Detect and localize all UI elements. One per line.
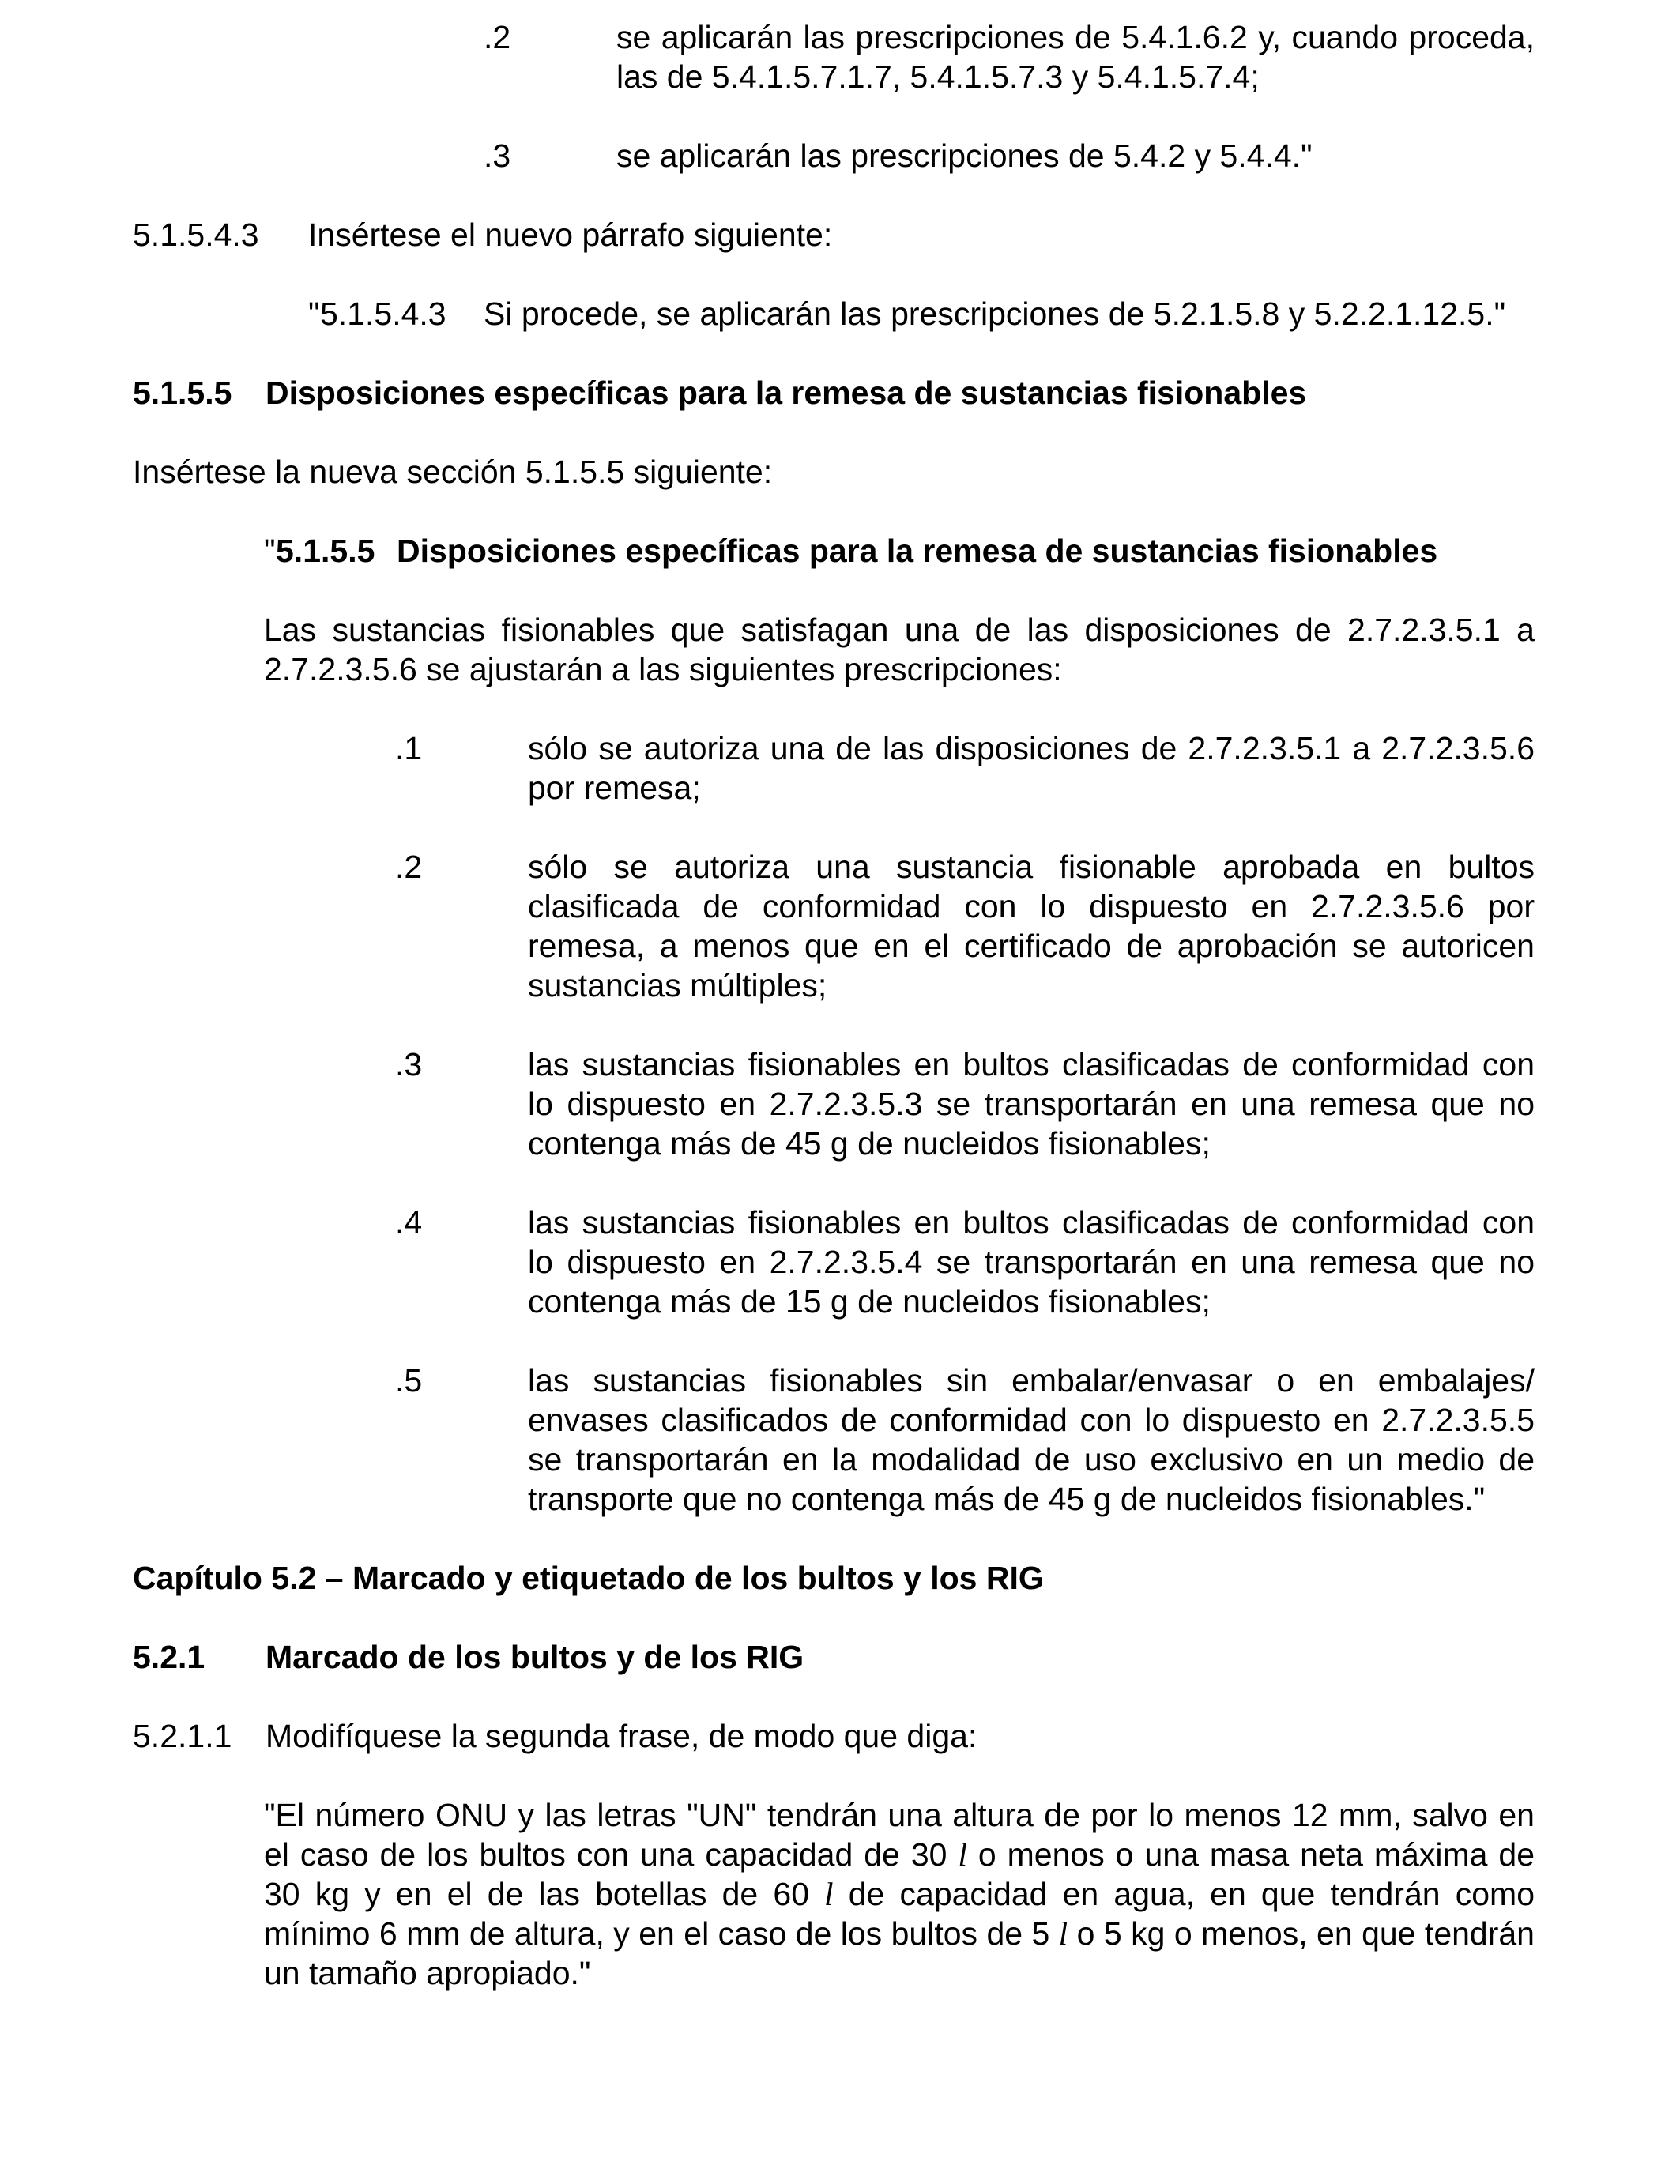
quote-number: 5.1.5.4.3 bbox=[320, 296, 446, 332]
item-text: las sustancias fisionables en bultos clasificadas de conformidad con lo dispuesto en 2.7.2.3.5.3 se transportarán en una remesa que no contenga más de 45 g de nucleidos fisionables; bbox=[528, 1046, 1535, 1162]
chapter-heading: Capítulo 5.2 – Marcado y etiquetado de los bultos y los RIG bbox=[133, 1560, 1044, 1596]
quote-text: o 5 kg o menos, en que tendrán un tamaño apropiado." bbox=[264, 1915, 1535, 1991]
litre-symbol: l bbox=[824, 1876, 834, 1912]
litre-symbol: l bbox=[1058, 1915, 1068, 1952]
quote-text: o menos o una masa neta máxima de 30 kg y en el de las botellas de 60 bbox=[264, 1836, 1535, 1912]
quote-text: de capacidad en agua, en que tendrán como mínimo 6 mm de altura, y en el caso de los bultos de 5 bbox=[264, 1876, 1535, 1952]
section-instruction: Insértese el nuevo párrafo siguiente: bbox=[308, 217, 833, 253]
section-title: Disposiciones específicas para la remesa de sustancias fisionables bbox=[266, 375, 1307, 411]
section-instruction: Insértese la nueva sección 5.1.5.5 siguiente: bbox=[133, 454, 773, 490]
item-number: .2 bbox=[395, 849, 423, 885]
quote-text: Si procede, se aplicarán las prescripciones de 5.2.1.5.8 y 5.2.2.1.12.5." bbox=[484, 296, 1506, 332]
intro-paragraph: Las sustancias fisionables que satisfagan una de las disposiciones de 2.7.2.3.5.1 a 2.7.2.3.5.6 se ajustarán a las siguientes prescripciones: bbox=[264, 612, 1535, 687]
item-number: .4 bbox=[395, 1204, 423, 1241]
item-text: las sustancias fisionables sin embalar/envasar o en embalajes/ envases clasificados de conformidad con lo dispuesto en 2.7.2.3.5.5 se transportarán en la modalidad de uso exclusivo en un medio de transporte que no contenga más de 45 g de nucleidos fisionables." bbox=[528, 1362, 1535, 1517]
quoted-paragraph-5-2-1-1 bbox=[264, 1795, 1535, 1993]
section-instruction: Modifíquese la segunda frase, de modo que diga: bbox=[266, 1718, 977, 1754]
section-number: 5.1.5.5 bbox=[133, 375, 232, 411]
section-title: Marcado de los bultos y de los RIG bbox=[266, 1639, 804, 1675]
item-number: .3 bbox=[395, 1046, 423, 1083]
section-number: 5.2.1.1 bbox=[133, 1718, 232, 1754]
item-number: .1 bbox=[395, 730, 423, 766]
quote-heading: Disposiciones específicas para la remesa de sustancias fisionables bbox=[397, 533, 1438, 569]
section-number: 5.2.1 bbox=[133, 1639, 205, 1675]
litre-symbol: l bbox=[958, 1836, 967, 1873]
item-number: .5 bbox=[395, 1362, 423, 1399]
item-text: se aplicarán las prescripciones de 5.4.2 y 5.4.4." bbox=[616, 137, 1313, 174]
item-number: .3 bbox=[484, 137, 511, 174]
quote-number: 5.1.5.5 bbox=[276, 533, 375, 569]
item-text: las sustancias fisionables en bultos clasificadas de conformidad con lo dispuesto en 2.7.2.3.5.4 se transportarán en una remesa que no contenga más de 15 g de nucleidos fisionables; bbox=[528, 1204, 1535, 1320]
item-text: sólo se autoriza una sustancia fisionable aprobada en bultos clasificada de conformidad con lo dispuesto en 2.7.2.3.5.6 por remesa, a menos que en el certificado de aprobación se autoricen sustancias múltiples; bbox=[528, 849, 1535, 1004]
section-number: 5.1.5.4.3 bbox=[133, 217, 259, 253]
item-text: se aplicarán las prescripciones de 5.4.1.6.2 y, cuando proceda, las de 5.4.1.5.7.1.7, 5.4.1.5.7.3 y 5.4.1.5.7.4; bbox=[616, 19, 1535, 95]
quote-open: " bbox=[308, 296, 320, 332]
quote-open: " bbox=[264, 533, 276, 569]
item-number: .2 bbox=[484, 19, 511, 55]
quote-text: "El número ONU y las letras "UN" tendrán una altura de por lo menos 12 mm, salvo en el caso de los bultos con una capacidad de 30 bbox=[264, 1797, 1535, 1873]
item-text: sólo se autoriza una de las disposiciones de 2.7.2.3.5.1 a 2.7.2.3.5.6 por remesa; bbox=[528, 730, 1535, 806]
